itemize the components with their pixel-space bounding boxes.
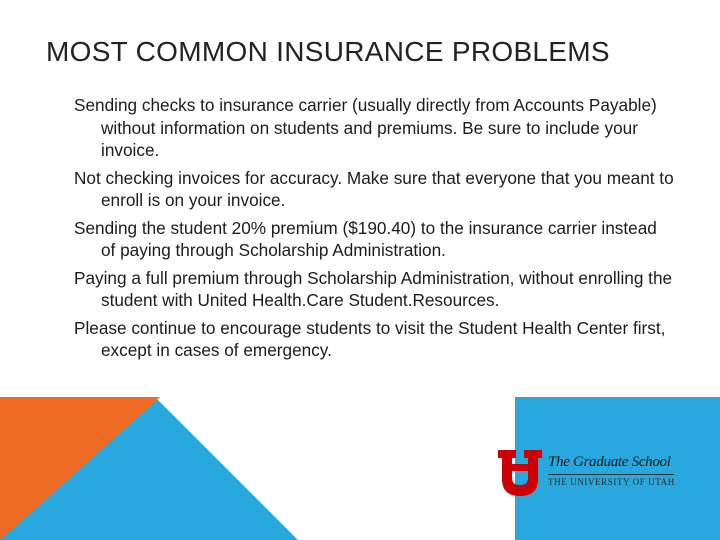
logo-name: The Graduate School — [548, 454, 671, 470]
bullet-item: Sending the student 20% premium ($190.40) to the insurance carrier instead of paying through Scholarship Administration. — [74, 217, 657, 260]
university-logo — [498, 450, 678, 500]
bullet-item: Please continue to encourage students to visit the Student Health Center first, except in cases of emergency. — [74, 317, 666, 360]
logo-divider — [548, 474, 674, 475]
bullet-item: Sending checks to insurance carrier (usually directly from Accounts Payable) without information on students and premiums. Be sure to include your invoice. — [74, 95, 657, 160]
bullet-list — [74, 94, 674, 367]
slide-title: MOST COMMON INSURANCE PROBLEMS — [46, 36, 610, 67]
logo-subtitle: THE UNIVERSITY OF UTAH — [548, 477, 675, 487]
block-u-icon — [498, 450, 542, 496]
bullet-item: Paying a full premium through Scholarship Administration, without enrolling the student with United Health.Care Student.Resources. — [74, 267, 673, 310]
bullet-item: Not checking invoices for accuracy. Make sure that everyone that you meant to enroll is on your invoice. — [74, 167, 674, 210]
